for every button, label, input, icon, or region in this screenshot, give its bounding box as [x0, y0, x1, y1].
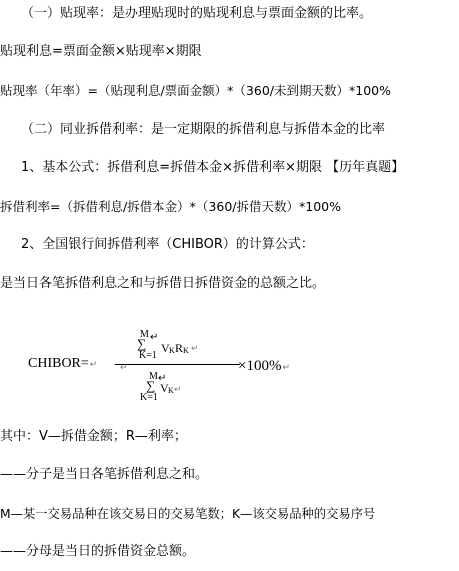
return-mark: ↵	[158, 373, 167, 384]
formula-discount-interest	[0, 44, 202, 60]
paragraph-interbank-rate-definition	[21, 122, 385, 138]
text: M—某一交易品种在该交易日的交易笔数；K—该交易品种的交易序号	[0, 507, 376, 521]
text: 2、全国银行间拆借利率（CHIBOR）的计算公式：	[21, 237, 314, 252]
paragraph-discount-rate-definition	[21, 6, 372, 22]
numerator-subscript-k2: K	[183, 346, 189, 355]
formula-interbank-rate	[0, 199, 341, 215]
numerator-term-v: V	[161, 341, 170, 355]
text: 拆借利率=（拆借利息/拆借本金）*（360/拆借天数）*100%	[0, 199, 341, 214]
paragraph-numerator-note	[0, 467, 208, 483]
numerator-sigma: ∑	[137, 336, 147, 351]
text: 贴现利息=票面金额×贴现率×期限	[0, 44, 202, 59]
return-mark: ↵	[174, 384, 182, 394]
paragraph-chibor-heading	[21, 237, 314, 253]
numerator-term-r: R	[175, 341, 184, 355]
text: （一）贴现率：是办理贴现时的贴现利息与票面金额的比率。	[21, 6, 373, 21]
denominator-sigma: ∑	[146, 378, 156, 393]
times-sign: ×	[238, 358, 247, 374]
fraction-bar	[115, 364, 240, 365]
text: ——分子是当日各笔拆借利息之和。	[0, 467, 209, 482]
text: 是当日各笔拆借利息之和与拆借日拆借资金的总额之比。	[0, 276, 326, 291]
return-mark: ↵	[282, 362, 291, 372]
return-mark: ↵	[191, 343, 199, 353]
denominator-sum-upper: M	[149, 371, 158, 382]
numerator-sum-upper: M	[140, 329, 149, 340]
formula-multiply-percent	[238, 358, 290, 375]
denominator-term-v: V	[160, 381, 169, 395]
paragraph-denominator-note	[0, 544, 195, 560]
return-mark: ↵	[150, 332, 159, 343]
formula-lhs-text: CHIBOR=	[28, 356, 89, 371]
percent-value: 100%	[246, 358, 282, 374]
return-mark: ↵	[120, 362, 128, 372]
numerator-subscript-k1: K	[169, 346, 175, 355]
denominator-subscript-k: K	[168, 386, 174, 395]
paragraph-where-definitions	[0, 429, 187, 445]
formula-discount-rate-annual	[0, 83, 391, 99]
denominator-sum-lower: K=1	[140, 392, 158, 403]
text: （二）同业拆借利率：是一定期限的拆借利息与拆借本金的比率	[21, 122, 386, 137]
text: 贴现率（年率）=（贴现利息/票面金额）*（360/未到期天数）*100%	[0, 83, 391, 98]
text: ——分母是当日的拆借资金总额。	[0, 544, 196, 559]
return-mark: ↵	[89, 359, 98, 369]
chibor-formula	[0, 324, 459, 410]
numerator-sum-lower: K=1	[139, 350, 157, 361]
text: 1、基本公式：拆借利息=拆借本金×拆借利率×期限 【历年真题】	[21, 160, 405, 175]
text: 其中：V—拆借金额；R—利率；	[0, 429, 187, 444]
paragraph-m-k-definitions	[0, 506, 375, 522]
paragraph-basic-formula	[21, 160, 404, 176]
formula-lhs	[28, 356, 97, 372]
paragraph-chibor-description	[0, 276, 325, 292]
